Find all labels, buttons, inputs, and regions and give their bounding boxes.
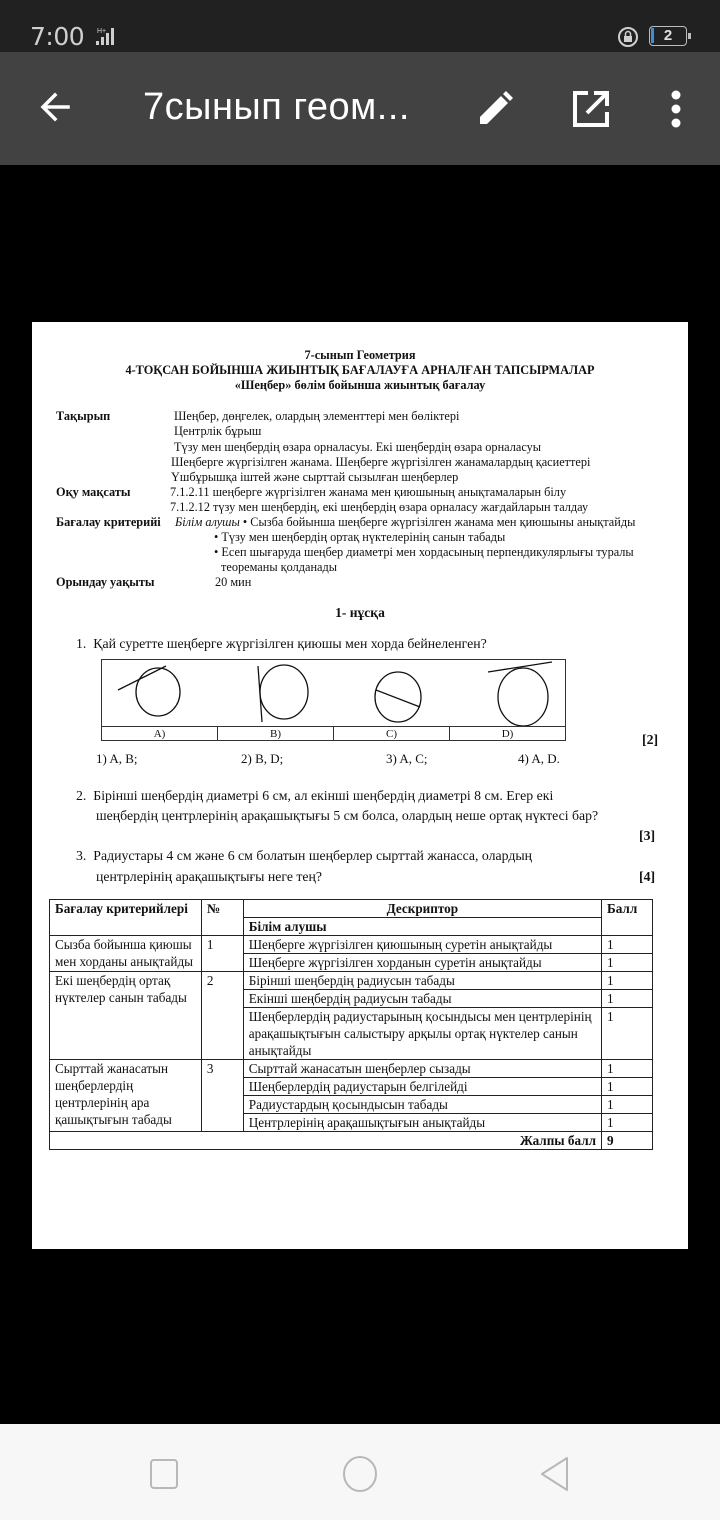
open-external-icon[interactable]: [570, 88, 612, 130]
question-text: Бірінші шеңбердің диаметрі 6 см, ал екінші шеңбердің диаметрі 8 см. Егер екі: [93, 788, 554, 803]
criteria-line: • Есеп шығаруда шеңбер диаметрі мен хордасының перпендикулярлығы туралы: [214, 545, 634, 559]
score-cell: 1: [602, 1060, 653, 1078]
score-cell: 1: [602, 972, 653, 990]
battery-level: 2: [663, 27, 673, 44]
score-cell: 1: [602, 990, 653, 1008]
topic-line: Центрлік бұрыш: [174, 424, 262, 438]
descriptor-cell: Шеңберлердің радиустарының қосындысы мен центрлерінің арақашықтығын салыстыру арқылы ортақ нүктелер санын анықтайды: [243, 1008, 601, 1060]
time-value: 20 мин: [215, 575, 252, 589]
descriptor-cell: Радиустардың қосындысын табады: [243, 1096, 601, 1114]
criteria-line: теореманы қолданады: [221, 560, 338, 574]
circle-d: [498, 668, 548, 726]
total-label: Жалпы балл: [50, 1132, 602, 1150]
question-text: центрлерінің арақашықтығы неге тең?: [96, 869, 323, 884]
criteria-line: • Түзу мен шеңбердің ортақ нүктелерінің санын табады: [214, 530, 506, 544]
figure-label-c: C): [334, 727, 450, 740]
score-cell: 1: [602, 1078, 653, 1096]
answer-option-1: 1) A, B;: [96, 751, 138, 766]
figure-label-d: D): [501, 728, 514, 740]
back-triangle-icon[interactable]: [536, 1454, 576, 1494]
topic-line: Шеңберге жүргізілген жанама. Шеңберге жүргізілген жанамалардың қасиеттері: [171, 455, 591, 469]
circle-c: [375, 672, 421, 722]
circle-a: [136, 668, 180, 716]
header-descriptor-sub: Білім алушы: [243, 918, 601, 936]
total-value: 9: [602, 1132, 653, 1150]
figure-label-b: B): [218, 727, 334, 740]
answer-option-4: 4) A, D.: [518, 751, 560, 766]
figure-label-a: A): [102, 727, 218, 740]
table-header-row: [50, 900, 653, 918]
descriptor-cell: Сырттай жанасатын шеңберлер сызады: [243, 1060, 601, 1078]
rotation-lock-icon: [617, 26, 639, 48]
edit-pencil-icon[interactable]: [474, 88, 516, 130]
objective-line: 7.1.2.11 шеңберге жүргізілген жанама мен қиюшының анықтамаларын білу: [170, 485, 567, 499]
score-cell: 1: [602, 1008, 653, 1060]
criteria-label: Бағалау критерийі: [56, 515, 161, 529]
descriptor-cell: Бірінші шеңбердің радиусын табады: [243, 972, 601, 990]
rubric-table: [49, 899, 653, 1150]
status-time: 7:00: [30, 22, 85, 51]
descriptor-cell: Шеңберге жүргізілген хорданын суретін анықтайды: [243, 954, 601, 972]
back-arrow-icon[interactable]: [36, 87, 76, 127]
question-text: Радиустары 4 см және 6 см болатын шеңберлер сырттай жанасса, олардың: [93, 848, 533, 863]
score-cell: 1: [602, 1114, 653, 1132]
chord-line-c: [376, 690, 420, 707]
more-vert-icon[interactable]: [662, 88, 690, 130]
question-number: 3.: [76, 848, 87, 863]
topic-label: Тақырып: [56, 409, 111, 423]
question-number: 1.: [76, 636, 87, 651]
network-type-label: H+: [97, 28, 107, 35]
question-1-figure: [101, 659, 566, 741]
figure-labels: [102, 726, 565, 740]
battery-indicator: [649, 26, 687, 46]
criteria-cell: Сызба бойынша қиюшы мен хорданы анықтайды: [50, 936, 202, 972]
doc-header-line-2: 4-ТОҚСАН БОЙЫНША ЖИЫНТЫҚ БАҒАЛАУҒА АРНАЛҒАН ТАПСЫРМАЛАР: [125, 363, 595, 377]
question-2: [76, 788, 553, 804]
number-cell: 3: [201, 1060, 243, 1132]
variant-title: 1- нұсқа: [335, 605, 385, 620]
score-cell: 1: [602, 954, 653, 972]
objectives-label: Оқу мақсаты: [56, 485, 131, 499]
doc-header-line-3: «Шеңбер» бөлім бойынша жиынтық бағалау: [234, 378, 486, 392]
table-row: [50, 972, 653, 990]
document-title: 7сынып геом...: [143, 86, 410, 128]
descriptor-cell: Екінші шеңбердің радиусын табады: [243, 990, 601, 1008]
question-number: 2.: [76, 788, 87, 803]
question-1: [76, 636, 487, 652]
descriptor-cell: Шеңберге жүргізілген қиюшының суретін анықтайды: [243, 936, 601, 954]
topic-line: Түзу мен шеңбердің өзара орналасуы. Екі шеңбердің өзара орналасуы: [174, 440, 542, 454]
home-circle-icon[interactable]: [340, 1454, 380, 1494]
header-criteria: Бағалау критерийлері: [50, 900, 202, 936]
objective-line: 7.1.2.12 түзу мен шеңбердің, екі шеңбердің өзара орналасу жағдайларын талдау: [170, 500, 589, 514]
circle-b: [260, 665, 308, 719]
navigation-bar: [0, 1424, 720, 1520]
question-text: шеңбердің центрлерінің арақашықтығы 5 см болса, олардың неше ортақ нүктесі бар?: [96, 808, 599, 823]
document-page[interactable]: [32, 322, 688, 1249]
criteria-cell: Сырттай жанасатын шеңберлердің центрлерінің ара қашықтығын табады: [50, 1060, 202, 1132]
number-cell: 1: [201, 936, 243, 972]
recents-square-icon[interactable]: [144, 1454, 184, 1494]
descriptor-cell: Центрлерінің арақашықтығын анықтайды: [243, 1114, 601, 1132]
answer-option-2: 2) B, D;: [241, 751, 284, 766]
criteria-lead: Білім алушы: [175, 515, 240, 529]
topic-line: Үшбұрышқа іштей және сырттай сызылған шеңберлер: [171, 470, 459, 484]
criteria-cell: Екі шеңбердің ортақ нүктелер санын табады: [50, 972, 202, 1060]
descriptor-cell: Шеңберлердің радиустарын белгілейді: [243, 1078, 601, 1096]
header-score: Балл: [602, 900, 653, 936]
table-row: [50, 936, 653, 954]
question-2-mark: [3]: [639, 828, 656, 843]
time-label: Орындау уақыты: [56, 575, 155, 589]
table-row: [50, 1060, 653, 1078]
secant-line-a: [118, 666, 166, 690]
question-3-mark: [4]: [639, 869, 656, 884]
figure-drawings: [102, 660, 567, 726]
answer-option-3: 3) A, C;: [386, 751, 428, 766]
number-cell: 2: [201, 972, 243, 1060]
question-text: Қай суретте шеңберге жүргізілген қиюшы мен хорда бейнеленген?: [93, 636, 487, 651]
question-1-mark: [2]: [642, 732, 659, 747]
battery-tip: [688, 33, 691, 39]
tangent-line-b: [258, 666, 262, 722]
score-cell: 1: [602, 936, 653, 954]
doc-header-line-1: 7-сынып Геометрия: [304, 348, 416, 362]
topic-line: Шеңбер, дөңгелек, олардың элементтері мен бөліктері: [174, 409, 460, 423]
question-3: [76, 848, 532, 864]
score-cell: 1: [602, 1096, 653, 1114]
table-total-row: [50, 1132, 653, 1150]
tangent-line-d: [488, 662, 552, 672]
app-bar: [0, 52, 720, 165]
header-number: №: [201, 900, 243, 936]
criteria-line: • Сызба бойынша шеңберге жүргізілген жанама мен қиюшыны анықтайды: [242, 515, 636, 529]
signal-strength-icon: [93, 26, 119, 46]
header-descriptor: Дескриптор: [243, 900, 601, 918]
